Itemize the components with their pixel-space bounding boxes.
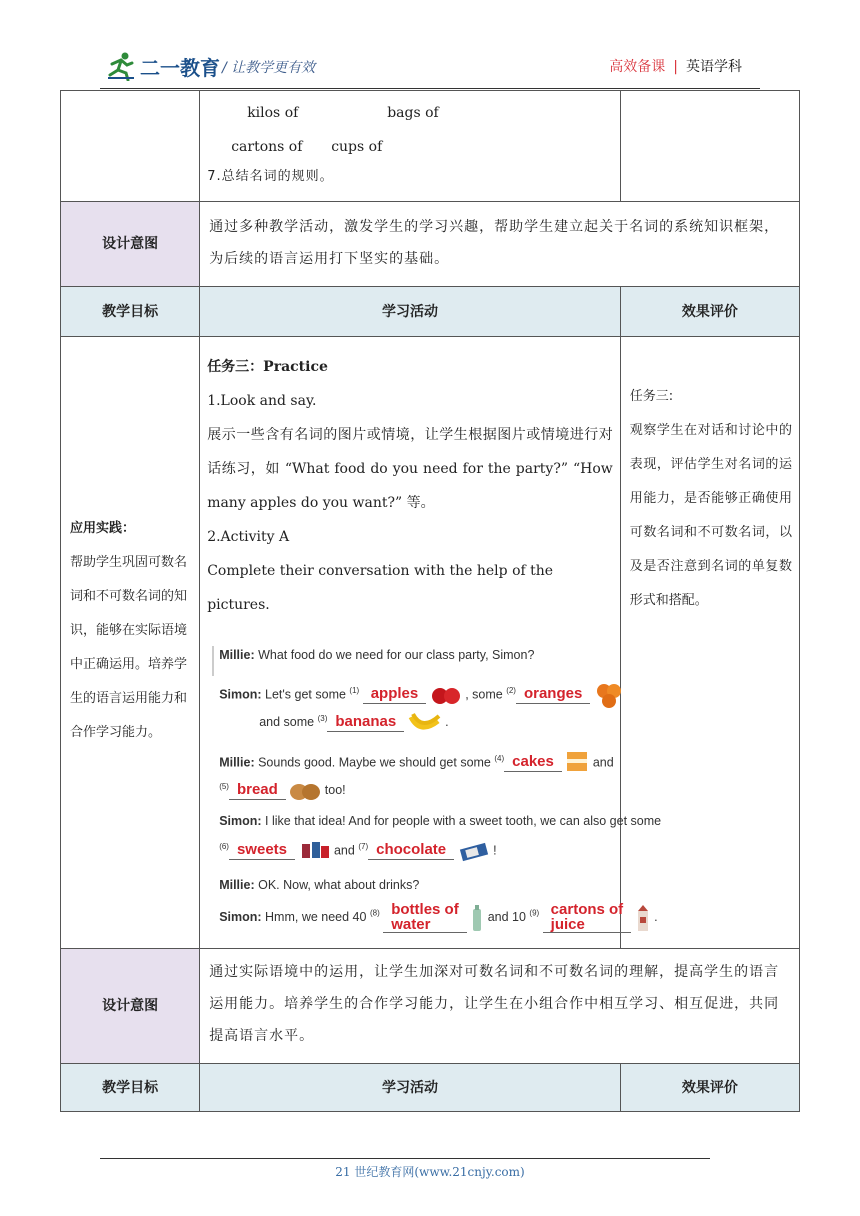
evaluation-text: 观察学生在对话和讨论中的表现，评估学生对名词的运用能力，是否能够正确使用可数名词和不可数名词，以及是否注意到名词的单复数形式和搭配。 [629, 423, 792, 608]
step-2-text: Complete their conversation with the help of the pictures. [207, 563, 554, 613]
table-header-row [61, 287, 800, 337]
water-bottle-icon [470, 903, 484, 933]
table-header-row [61, 1064, 800, 1112]
table-row [61, 949, 800, 1064]
empty-cell [620, 91, 799, 202]
brand-name: 二一教育 [140, 55, 220, 80]
bananas-icon [408, 711, 442, 735]
unit-cartons: cartons of [231, 139, 303, 155]
oranges-icon [594, 680, 624, 710]
answer-7: chocolate [368, 841, 454, 860]
design-text: 通过多种教学活动，激发学生的学习兴趣，帮助学生建立起关于名词的系统知识框架，为后续的语言运用打下坚实的基础。 [200, 202, 800, 287]
unit-kilos: kilos of [247, 105, 299, 121]
header-activity: 学习活动 [200, 1064, 621, 1112]
goal-title: 应用实践： [70, 521, 136, 536]
step-2-title: 2.Activity A [207, 529, 290, 545]
goal-cell [61, 337, 200, 949]
sweets-icon [299, 838, 331, 864]
footer-text: 21 世纪教育网(www.21cnjy.com) [335, 1165, 525, 1179]
header-evaluation: 效果评价 [620, 287, 799, 337]
table-row [61, 91, 800, 202]
header-evaluation: 效果评价 [620, 1064, 799, 1112]
answer-6: sweets [229, 841, 295, 860]
footer-divider [100, 1158, 710, 1159]
header-goal: 教学目标 [61, 287, 200, 337]
bread-icon [289, 780, 321, 802]
cake-icon [565, 748, 589, 778]
answer-9: cartons of juice [543, 902, 632, 933]
answer-5: bread [229, 781, 286, 800]
answer-4: cakes [504, 753, 562, 772]
empty-cell [61, 91, 200, 202]
table-row [61, 337, 800, 949]
header-goal: 教学目标 [61, 1064, 200, 1112]
answer-3: bananas [327, 713, 404, 732]
page-header [100, 44, 760, 88]
units-cell [200, 91, 621, 202]
runner-icon [106, 51, 136, 81]
slogan: / 让教学更有效 [222, 60, 316, 76]
header-activity: 学习活动 [200, 287, 621, 337]
step-7: 7.总结名词的规则。 [207, 169, 334, 184]
answer-1: apples [363, 685, 427, 704]
table-row [61, 202, 800, 287]
header-tag: 高效备课 [609, 59, 666, 75]
unit-cups: cups of [331, 139, 383, 155]
evaluation-cell [620, 337, 799, 949]
task-title: 任务三：Practice [207, 359, 328, 375]
goal-text: 帮助学生巩固可数名词和不可数名词的知识，能够在实际语境中正确运用。培养学生的语言运用能力和合作学习能力。 [70, 555, 188, 740]
header-subject-label: 英语学科 [686, 59, 742, 75]
design-text: 通过实际语境中的运用，让学生加深对可数名词和不可数名词的理解，提高学生的语言运用能力。培养学生的合作学习能力，让学生在小组合作中相互学习、相互促进，共同提高语言水平。 [200, 949, 800, 1064]
design-label: 设计意图 [61, 949, 200, 1064]
brand-logo [106, 50, 220, 82]
header-subject: 高效备课 | 英语学科 [609, 59, 742, 75]
chocolate-icon [458, 840, 490, 862]
design-label: 设计意图 [61, 202, 200, 287]
evaluation-title: 任务三: [629, 389, 674, 404]
step-1-title: 1.Look and say. [207, 393, 317, 409]
apples-icon [430, 684, 462, 706]
answer-2: oranges [516, 685, 590, 704]
answer-8: bottles of water [383, 902, 467, 933]
conversation-figure: Millie: What food do we need for our class party, Simon? Simon: Let's get some $^{(1)}$ apples , some $^{(2)}$ oranges and some $^{(3)}$ bananas . Millie: Sounds good. Maybe we should get some $^{(4)}$ cakes and $^{(5)}$ bread too! Simon: I like that idea! And for people with a sweet tooth, we can also get some $^{(6)}$ sweets and $^{(7)}$ chocolate ! Millie: OK. Now, what about drinks? Simon: Hmm, we need 40 $^{(8)}$ bottles of water and 10 $^{(9)}$ cartons of juice . [207, 636, 619, 936]
unit-bags: bags of [387, 105, 439, 121]
lesson-table [60, 90, 800, 1112]
activity-cell [200, 337, 662, 949]
header-divider [100, 88, 760, 89]
juice-carton-icon [635, 903, 651, 933]
step-1-text: 展示一些含有名词的图片或情境，让学生根据图片或情境进行对话练习，如 “What food do you need for the party?” “How many apples do you want?” 等。 [207, 427, 613, 511]
